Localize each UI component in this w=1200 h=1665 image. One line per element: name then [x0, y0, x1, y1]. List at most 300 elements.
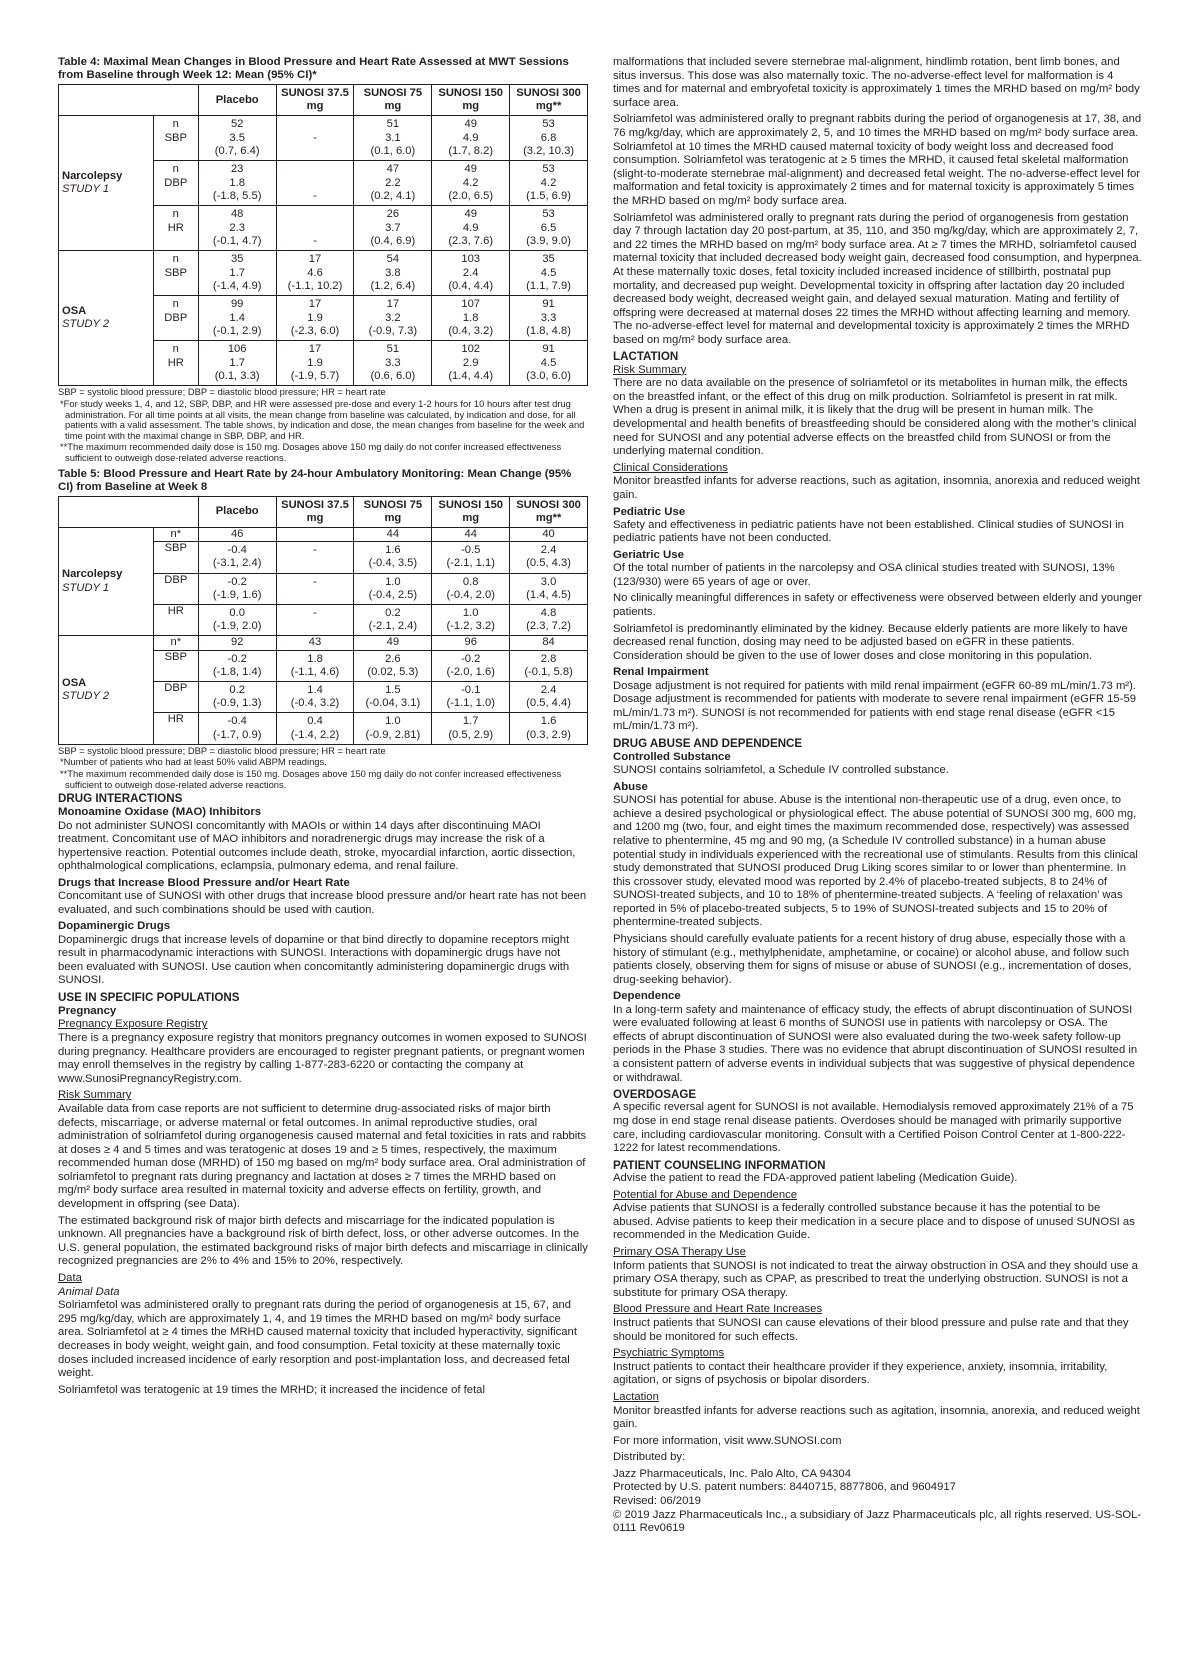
t4-cell-line: 3.2	[385, 311, 401, 324]
body-paragraph: A specific reversal agent for SUNOSI is not available. Hemodialysis removed approximately 21% of a 75 mg dose in end stage renal disease patients. Overdoses should be managed with primarily supportive care, including cardiovascular monitoring. Consult with a Certified Poison Control Center at 1-800-222-1222 for latest recommendations.	[613, 1101, 1134, 1155]
underlined-heading: Psychiatric Symptoms	[613, 1347, 725, 1360]
body-paragraph: Solriamfetol is predominantly eliminated by the kidney. Because elderly patients are more likely to have decreased renal function, dosing may need to be adjusted based on eGFR in these patients. Consideration should be given to the use of lower doses and close monitoring in this population.	[613, 622, 1128, 662]
t5-cell-line: -	[313, 544, 317, 557]
t5-cell-line: (0.02, 5.3)	[367, 665, 419, 678]
t5-cell-line: 1.8	[307, 652, 323, 665]
t4-cell-line: -	[313, 189, 317, 202]
t5-column-header: SUNOSI 75 mg	[354, 496, 432, 527]
t4-column-header: SUNOSI 150 mg	[432, 85, 510, 116]
t5-cell-values	[433, 713, 508, 743]
t5-cell-line	[278, 589, 353, 602]
t4-cell-line: (0.1, 6.0)	[370, 144, 416, 157]
t5-footnote: **The maximum recommended daily dose is 150 mg. Dosages above 150 mg daily do not confer increased effectiveness sufficient to outweigh dose-related adverse reactions.	[60, 768, 562, 790]
t4-cell-line: (1.4, 4.4)	[448, 369, 494, 382]
t5-cell-line: (-0.1, 5.8)	[524, 665, 573, 678]
left-text	[58, 792, 588, 1397]
t4-cell-line: 2.2	[385, 176, 401, 189]
t4-cell-values	[433, 251, 508, 295]
t4-cell-line: 49	[464, 163, 477, 176]
t4-cell-line: 51	[386, 118, 400, 131]
t4-group-study: STUDY 2	[62, 318, 110, 331]
t4-cell	[276, 116, 354, 161]
body-paragraph: Do not administer SUNOSI concomitantly with MAOIs or within 14 days after discontinuing MAOI treatment. Concomitant use of MAO inhibitors and noradrenergic drugs may increase the risk of a hypertensive reaction. Potential outcomes include death, stroke, myocardial infarction, aortic dissection, ophthalmological complications, eclampsia, pulmonary edema, and renal failure.	[58, 819, 576, 873]
t5-n-value: 84	[510, 636, 588, 650]
t4-cell-line: 1.9	[307, 356, 323, 369]
t5-n-value: 44	[354, 527, 432, 541]
t4-cell-line: 107	[461, 298, 481, 311]
t5-cell-line: (-1.1, 1.0)	[446, 697, 495, 710]
t4-cell-line: 17	[308, 343, 322, 356]
subsection-heading: Pregnancy	[58, 1005, 117, 1018]
t5-cell-line: (-1.4, 2.2)	[290, 728, 340, 741]
body-paragraph: Revised: 06/2019	[613, 1495, 701, 1508]
t4-cell-line: 17	[308, 298, 322, 311]
t4-cell-line: 1.9	[307, 311, 323, 324]
t5-column-header: SUNOSI 300 mg**	[510, 496, 588, 527]
t4-cell-line: 2.9	[462, 356, 479, 369]
t4-cell-line: 53	[542, 118, 555, 131]
t4-cell-line: (3.9, 9.0)	[526, 234, 571, 247]
t5-cell-values	[278, 542, 353, 572]
t4-cell-line	[278, 163, 353, 176]
t5-cell	[198, 682, 276, 713]
t4-row-label-line: HR	[167, 221, 184, 234]
t4-cell-values	[355, 251, 430, 295]
t4-cell-values	[511, 296, 586, 340]
body-paragraph: Solriamfetol was administered orally to pregnant rats during the period of organogenesis at 15, 67, and 295 mg/kg/day, which are approximately 1, 4, and 19 times the MRHD based on mg/m² body surface area. Solriamfetol at ≥ 4 times the MRHD caused maternal toxicity that included hyperactivity, significant decreases in body weight, weight gain, and food consumption. Fetal toxicity at these maternally toxic doses included increased incidence of early resorption and post-implantation loss, and decreased fetal weight.	[58, 1299, 577, 1380]
body-paragraph: The estimated background risk of major birth defects and miscarriage for the indicated population is unknown. All pregnancies have a background risk of birth defect, loss, or other adverse outcomes. In the U.S. general population, the estimated background risks of major birth defects and miscarriage in clinically recognized pregnancies are 2% to 4% and 15% to 20%, respectively.	[58, 1214, 588, 1268]
t4-cell	[432, 341, 510, 386]
t4-cell-line: 1.8	[229, 176, 245, 189]
t4-cell-line: (0.4, 3.2)	[448, 324, 494, 337]
t5-cell-line: 2.8	[540, 652, 557, 665]
t5-cell-values	[355, 605, 430, 635]
t4-cell-values	[200, 161, 275, 205]
t5-cell-line: (-1.7, 0.9)	[212, 728, 262, 741]
t4-cell-values	[278, 116, 353, 160]
table5-caption: Table 5: Blood Pressure and Heart Rate by 24-hour Ambulatory Monitoring: Mean Change (95% CI) from Baseline at Week 8	[58, 467, 572, 493]
underlined-heading: Clinical Considerations	[613, 461, 728, 474]
body-paragraph: Concomitant use of SUNOSI with other drugs that increase blood pressure and/or heart rate has not been evaluated, and such combinations should be used with caution.	[58, 890, 587, 916]
t4-cell-line: 47	[386, 163, 400, 176]
t5-cell-line: (-1.9, 1.6)	[212, 588, 262, 601]
subsection-heading: Dopaminergic Drugs	[58, 920, 171, 933]
t4-cell-line: (3.2, 10.3)	[523, 144, 575, 157]
t5-n-value: 92	[198, 636, 276, 650]
t4-cell-values	[355, 161, 430, 205]
body-paragraph: No clinically meaningful differences in safety or effectiveness were observed between elderly and younger patients.	[613, 592, 1142, 618]
t5-n-label: n*	[153, 636, 198, 650]
t5-cell-line: 0.4	[307, 715, 323, 728]
t4-row-label-values	[155, 341, 197, 385]
t5-cell-line: 1.5	[385, 684, 401, 696]
t4-cell	[354, 206, 432, 251]
t5-cell	[354, 542, 432, 573]
t5-cell-line: -	[313, 575, 317, 588]
t5-cell	[276, 713, 354, 744]
t4-column-header: SUNOSI 300 mg**	[510, 85, 588, 116]
t5-group-study: STUDY 2	[62, 690, 110, 703]
t4-cell-line: 35	[542, 253, 555, 266]
t4-cell-line: -	[313, 234, 317, 247]
t5-cell-values	[511, 651, 586, 681]
t4-cell-line: (-1.9, 5.7)	[290, 369, 340, 382]
t4-cell-values	[278, 251, 353, 295]
t4-cell	[198, 206, 276, 251]
t4-cell	[510, 341, 588, 386]
t4-row-label	[153, 161, 198, 206]
t5-cell-line: 1.0	[385, 715, 401, 728]
t4-cell-line: 3.7	[385, 221, 401, 234]
t4-cell	[276, 161, 354, 206]
t5-group-label	[59, 636, 154, 744]
t4-cell-line: 91	[542, 298, 555, 311]
t4-cell	[354, 161, 432, 206]
subsection-heading: Monoamine Oxidase (MAO) Inhibitors	[58, 806, 262, 819]
t5-cell	[432, 713, 510, 744]
t5-cell-line: (0.3, 2.9)	[526, 728, 571, 741]
right-column	[613, 56, 1143, 1539]
t4-cell	[432, 161, 510, 206]
t5-cell-values	[355, 713, 430, 743]
t5-cell-line: 4.8	[540, 606, 557, 619]
t4-cell-line: 4.6	[307, 266, 323, 279]
t4-cell	[510, 116, 588, 161]
t4-cell-line: (-1.4, 4.9)	[212, 279, 262, 292]
t4-group-name: Narcolepsy	[62, 170, 123, 183]
subsection-heading: Controlled Substance	[613, 751, 731, 764]
body-paragraph: Solriamfetol was administered orally to pregnant rats during the period of organogenesis from gestation day 7 through lactation day 20 post-partum, at 35, 110, and 350 mg/kg/day, which are approximately 2, 7, and 22 times the MRHD based on mg/m² body surface area. At ≥ 7 times the MRHD, solriamfetol caused maternal toxicity that included decreased body weight gain, decreased food consumption, and hyperpnea. At these maternally toxic doses, fetal toxicity included increased incidence of stillbirth, postnatal pup mortality, and decreased pup weight. Developmental toxicity in offspring after lactation day 20 included decreased body weight, decreased weight gain, and delayed sexual maturation. Mating and fertility of offspring were decreased at maternal doses 22 times the MRHD without affecting learning and memory. The no-adverse-effect level for maternal and developmental toxicity is approximately 2 times the MRHD based on mg/m² body surface area.	[613, 211, 1142, 346]
t5-cell-line: 0.0	[229, 606, 245, 619]
t5-cell-values	[200, 542, 275, 572]
italic-heading: Animal Data	[58, 1285, 120, 1298]
t5-cell	[510, 542, 588, 573]
body-paragraph: Available data from case reports are not sufficient to determine drug-associated risks of major birth defects, miscarriage, or adverse maternal or fetal outcomes. In animal reproductive studies, oral administration of solriamfetol during organogenesis caused maternal and fetal toxicities in rats and rabbits at doses ≥ 4 and 5 times and was teratogenic at doses 19 and ≥ 5 times, respectively, the maximum recommended human dose (MRHD) of 150 mg based on mg/m² body surface area. Oral administration of solriamfetol to pregnant rats during pregnancy and lactation at doses ≥ 7 times the MRHD based on mg/m² body surface area resulted in maternal toxicity and adverse effects on fertility, growth, and development in offspring (see Data).	[58, 1102, 587, 1211]
t4-cell-line: 53	[542, 208, 555, 221]
t5-cell	[354, 682, 432, 713]
t4-cell-line: -	[313, 131, 317, 144]
body-paragraph: Dosage adjustment is not required for patients with mild renal impairment (eGFR 60-89 mL/min/1.73 m²). Dosage adjustment is recommended for patients with moderate to severe renal impairment (eGFR 15-59 mL/min/1.73 m²). SUNOSI is not recommended for patients with end stage renal disease (eGFR <15 mL/min/1.73 m²).	[613, 679, 1137, 733]
subsection-heading: Drugs that Increase Blood Pressure and/or Heart Rate	[58, 876, 350, 889]
t5-cell-line: (-2.0, 1.6)	[446, 665, 495, 678]
t5-cell-line: (1.4, 4.5)	[526, 588, 571, 601]
body-paragraph: Distributed by:	[613, 1451, 686, 1464]
t4-cell-line: 3.3	[540, 311, 557, 324]
t5-cell	[432, 573, 510, 604]
t4-cell-line: 3.3	[385, 356, 401, 369]
t5-cell	[510, 713, 588, 744]
t4-row-label-line: n	[172, 253, 179, 266]
t4-cell-line: 4.2	[462, 176, 479, 189]
body-paragraph: Protected by U.S. patent numbers: 8440715, 8877806, and 9604917	[613, 1481, 956, 1494]
t5-cell-values	[433, 574, 508, 604]
t4-cell-line: (1.1, 7.9)	[526, 279, 571, 292]
t5-cell-values	[355, 542, 430, 572]
body-paragraph: © 2019 Jazz Pharmaceuticals Inc., a subsidiary of Jazz Pharmaceuticals plc, all rights reserved. US-SOL-0111 Rev0619	[613, 1508, 1142, 1535]
t4-cell	[276, 341, 354, 386]
t5-cell	[354, 650, 432, 681]
t5-cell-values	[433, 542, 508, 572]
t5-cell-line: (-1.8, 1.4)	[212, 665, 262, 678]
t4-row-label-line: DBP	[164, 311, 188, 324]
t5-cell-line	[278, 620, 353, 633]
t4-cell-line: (1.7, 8.2)	[448, 144, 494, 157]
t4-cell-line: (1.2, 6.4)	[370, 279, 416, 292]
body-paragraph: For more information, visit www.SUNOSI.com	[613, 1434, 842, 1447]
t5-cell	[510, 604, 588, 635]
t4-cell-line: 99	[230, 298, 244, 311]
t4-cell-line: (-0.1, 4.7)	[212, 234, 262, 247]
t5-cell-line: (-0.9, 2.81)	[365, 728, 421, 741]
t4-cell	[510, 251, 588, 296]
t5-cell-line: (-0.4, 2.5)	[368, 588, 418, 601]
t5-cell-line: (-0.4, 2.0)	[446, 588, 495, 601]
t4-cell-line: 26	[386, 208, 400, 221]
t5-cell-line: 1.4	[307, 684, 323, 696]
t5-cell-values	[200, 605, 275, 635]
body-paragraph: Safety and effectiveness in pediatric patients have not been established. Clinical studies of SUNOSI in pediatric patients have not been conducted.	[613, 518, 1124, 545]
body-paragraph: Solriamfetol was teratogenic at 19 times the MRHD; it increased the incidence of fetal	[58, 1383, 485, 1396]
t5-cell	[276, 650, 354, 681]
t4-cell-line: (2.0, 6.5)	[448, 189, 494, 202]
t5-cell-values	[200, 713, 275, 743]
t5-cell-values	[433, 682, 508, 712]
t4-column-header: SUNOSI 75 mg	[354, 85, 432, 116]
body-paragraph: Jazz Pharmaceuticals, Inc. Palo Alto, CA 94304	[613, 1467, 851, 1480]
t5-cell	[198, 573, 276, 604]
body-paragraph: Inform patients that SUNOSI is not indicated to treat the airway obstruction in OSA and they should use a primary OSA therapy, such as CPAP, as prescribed to treat the underlying obstruction. SUNOSI is not a substitute for primary OSA therapy.	[613, 1259, 1138, 1299]
t4-group-study: STUDY 1	[62, 183, 110, 196]
t4-cell	[276, 296, 354, 341]
t5-cell-line: (-0.9, 1.3)	[212, 697, 262, 710]
t5-row-label: DBP	[153, 682, 198, 713]
t5-cell	[510, 573, 588, 604]
t5-cell-values	[278, 651, 353, 681]
body-paragraph: Instruct patients to contact their healthcare provider if they experience, anxiety, insomnia, irritability, agitation, or signs of psychosis or bipolar disorders.	[613, 1360, 1108, 1387]
t4-cell-line: 4.5	[540, 266, 557, 279]
t4-cell-values	[200, 206, 275, 250]
t5-cell-values	[200, 651, 275, 681]
t5-cell-line: (0.5, 4.3)	[526, 557, 571, 570]
t4-cell-line: 53	[542, 163, 555, 176]
t5-cell-line: 0.8	[462, 575, 479, 588]
t4-row-label-values	[155, 251, 197, 295]
t4-cell	[198, 341, 276, 386]
body-paragraph: There is a pregnancy exposure registry that monitors pregnancy outcomes in women exposed to SUNOSI during pregnancy. Healthcare providers are encouraged to register pregnant patients, or pregnant women may enroll themselves in the registry by calling 1-877-283-6220 or contacting the company at www.SunosiPregnancyRegistry.com.	[58, 1031, 587, 1085]
t5-cell-values	[433, 605, 508, 635]
t5-cell	[432, 542, 510, 573]
t5-cell-values	[511, 574, 586, 604]
t4-cell-line: 52	[230, 118, 244, 131]
section-heading: PATIENT COUNSELING INFORMATION	[613, 1158, 826, 1172]
t4-cell-values	[355, 206, 430, 250]
t5-cell	[354, 713, 432, 744]
t5-cell	[198, 713, 276, 744]
t5-cell	[276, 604, 354, 635]
left-column	[58, 56, 588, 1400]
t5-cell	[510, 650, 588, 681]
t5-cell-line: 1.7	[462, 715, 479, 728]
t5-cell-line: -0.4	[227, 544, 247, 557]
subsection-heading: Abuse	[613, 780, 648, 793]
subsection-heading: Renal Impairment	[613, 666, 709, 679]
t5-cell	[354, 604, 432, 635]
t4-cell	[276, 251, 354, 296]
t5-cell-line: 1.6	[385, 544, 401, 557]
t4-row-label-values	[155, 296, 197, 340]
t4-row-label	[153, 296, 198, 341]
t4-column-header: Placebo	[198, 85, 276, 116]
t4-cell-line: 106	[227, 343, 247, 356]
t4-cell-line: (1.5, 6.9)	[526, 189, 571, 202]
t5-cell	[198, 542, 276, 573]
t4-cell-line: 49	[464, 208, 477, 221]
t5-cell-line: 1.0	[385, 575, 401, 588]
section-heading: DRUG INTERACTIONS	[58, 792, 183, 806]
t4-cell	[354, 296, 432, 341]
t4-column-header: SUNOSI 37.5 mg	[276, 85, 354, 116]
t5-cell	[432, 650, 510, 681]
t4-cell-values	[200, 296, 275, 340]
t5-cell-line: (-1.1, 4.6)	[290, 665, 340, 678]
t5-n-value: 46	[198, 527, 276, 541]
t4-cell-values	[278, 206, 353, 250]
t4-cell-values	[200, 251, 275, 295]
t4-cell-line	[278, 118, 353, 131]
t4-cell-line: 4.9	[462, 131, 479, 144]
t4-cell-line: (3.0, 6.0)	[526, 369, 571, 382]
body-paragraph: Physicians should carefully evaluate patients for a recent history of drug abuse, especially those with a history of stimulant (e.g., methylphenidate, amphetamine, or cocaine) or alcohol abuse, and follow such patients closely, observing them for signs of misuse or abuse of SUNOSI (e.g., incrementation of doses, drug-seeking behavior).	[613, 933, 1132, 986]
t4-cell-line: 4.2	[540, 176, 557, 189]
t5-cell	[276, 542, 354, 573]
t5-row-label: SBP	[153, 650, 198, 681]
t4-cell-line: 3.5	[229, 131, 245, 144]
t4-cell-line: 1.7	[229, 266, 245, 279]
t4-cell-line: (-1.1, 10.2)	[287, 279, 343, 292]
t4-cell-line: 2.4	[462, 266, 479, 279]
t5-cell	[198, 650, 276, 681]
t5-cell	[432, 682, 510, 713]
t5-cell-line: 0.2	[229, 684, 245, 696]
t4-row-label	[153, 116, 198, 161]
t4-row-label-line: n	[172, 208, 179, 221]
t5-row-label: HR	[153, 713, 198, 744]
t4-cell-line: (0.6, 6.0)	[370, 369, 416, 382]
t4-cell-line: 4.9	[462, 221, 479, 234]
section-heading: USE IN SPECIFIC POPULATIONS	[58, 990, 240, 1004]
t5-cell-line	[278, 557, 353, 570]
t5-n-value	[276, 527, 354, 541]
t5-cell-values	[355, 651, 430, 681]
body-paragraph: Advise the patient to read the FDA-approved patient labeling (Medication Guide).	[613, 1172, 1018, 1184]
t5-cell	[510, 682, 588, 713]
t4-cell-line: 17	[308, 253, 322, 266]
t4-cell-line: 23	[230, 163, 244, 176]
t4-cell-line: (0.4, 4.4)	[448, 279, 494, 292]
t4-cell-line: (0.1, 3.3)	[214, 369, 260, 382]
table5-footnotes	[58, 746, 588, 790]
body-paragraph: malformations that included severe sternebrae mal-alignment, hindlimb rotation, bent limb bones, and situs inversus. This dose was also maternally toxic. The no-adverse-effect level for malformation is 4 times and for maternal and embryofetal toxicity is approximately 1 times the MRHD based on mg/m² body surface area.	[613, 56, 1140, 109]
t5-n-value: 43	[276, 636, 354, 650]
underlined-heading: Risk Summary	[613, 363, 687, 376]
section-heading: DRUG ABUSE AND DEPENDENCE	[613, 736, 803, 750]
t5-cell-values	[355, 574, 430, 604]
t4-row	[59, 116, 588, 161]
table4	[58, 84, 588, 386]
table5-corner	[59, 496, 199, 527]
t4-cell-values	[200, 116, 275, 160]
t5-column-header: SUNOSI 150 mg	[432, 496, 510, 527]
t4-group-label	[59, 116, 154, 251]
t4-cell-values	[278, 341, 353, 385]
t4-cell-line: (1.8, 4.8)	[526, 324, 571, 337]
t4-cell-line	[278, 177, 353, 190]
t5-cell-line: -0.5	[461, 544, 481, 557]
t4-footnote: *For study weeks 1, 4, and 12, SBP, DBP, and HR were assessed pre-dose and every 1-2 hours for 10 hours after test drug administration. For all time points at all visits, the mean change from baseline was calculated, by indication and dose, for all patients with a valid assessment. The table shows, by indication and dose, the mean changes from baseline for the week and time point with the maximal change in SBP, DBP, and HR.	[60, 398, 585, 441]
right-text	[613, 56, 1143, 1536]
t5-cell-values	[278, 682, 353, 712]
t5-cell-line: 1.0	[462, 606, 479, 619]
t5-cell-line: 2.6	[385, 652, 401, 665]
t5-column-header: SUNOSI 37.5 mg	[276, 496, 354, 527]
t4-cell-line: 35	[230, 253, 244, 266]
t4-cell-line: 3.1	[385, 131, 401, 144]
body-paragraph: Of the total number of patients in the narcolepsy and OSA clinical studies treated with SUNOSI, 13% (123/930) were 65 years of age or over.	[613, 562, 1115, 588]
t5-cell-line: (-0.4, 3.2)	[290, 697, 340, 710]
t4-cell-values	[433, 341, 508, 385]
t5-cell	[276, 573, 354, 604]
t4-footnote: SBP = systolic blood pressure; DBP = diastolic blood pressure; HR = heart rate	[58, 386, 386, 398]
t4-cell-values	[355, 296, 430, 340]
t5-cell-line: (-2.1, 2.4)	[368, 620, 418, 633]
table4-caption: Table 4: Maximal Mean Changes in Blood Pressure and Heart Rate Assessed at MWT Sessions from Baseline through Week 12: Mean (95% CI)*	[58, 56, 569, 81]
t4-row-label-line: HR	[167, 356, 184, 369]
t5-row-label: SBP	[153, 542, 198, 573]
t4-cell-values	[511, 116, 586, 160]
underlined-heading: Pregnancy Exposure Registry	[58, 1018, 208, 1031]
t4-row-label-line: n	[172, 343, 179, 356]
t4-cell-line: 51	[386, 343, 400, 356]
t5-cell	[198, 604, 276, 635]
t4-cell-line: 102	[461, 343, 481, 356]
t4-cell-line: (0.2, 4.1)	[370, 189, 416, 202]
t5-n-value: 96	[432, 636, 510, 650]
body-paragraph: Solriamfetol was administered orally to pregnant rabbits during the period of organogenesis at 17, 38, and 76 mg/kg/day, which are approximately 2, 5, and 10 times the MRHD based on mg/m² body surface area. Solriamfetol at 10 times the MRHD caused maternal toxicity of body weight loss and decreased food consumption. Solriamfetol was teratogenic at ≥ 5 times the MRHD, it caused fetal skeletal malformation (slight-to-moderate sternebrae mal-alignment) and decreased fetal weight. The no-adverse-effect level for malformation and fetal toxicity is approximately 2 times and for maternal toxicity is approximately 5 times the MRHD based on mg/m² body surface area.	[613, 113, 1142, 207]
t4-row-label	[153, 206, 198, 251]
body-paragraph: SUNOSI contains solriamfetol, a Schedule IV controlled substance.	[613, 764, 949, 777]
t4-row-label-line: SBP	[164, 131, 187, 144]
t4-cell	[198, 161, 276, 206]
t4-row-label-line: n	[172, 118, 179, 131]
body-paragraph: Instruct patients that SUNOSI can cause elevations of their blood pressure and pulse rate and that they should be monitored for such effects.	[613, 1316, 1129, 1343]
t5-cell-line: 2.4	[540, 544, 557, 557]
t5-cell-values	[511, 713, 586, 743]
t5-cell-line: (-0.04, 3.1)	[365, 697, 421, 710]
t5-cell-line: 1.6	[540, 715, 557, 728]
t5-cell-values	[433, 651, 508, 681]
t4-cell	[432, 296, 510, 341]
body-paragraph: In a long-term safety and maintenance of efficacy study, the effects of abrupt discontinuation of SUNOSI were evaluated following at least 6 months of SUNOSI use in patients with narcolepsy or OSA. The effects of abrupt discontinuation of SUNOSI were also evaluated during the two-week safety follow-up periods in the Phase 3 studies. There was no evidence that abrupt discontinuation of SUNOSI resulted in a consistent pattern of adverse events in individual subjects that was suggestive of physical dependence or withdrawal.	[613, 1003, 1138, 1084]
t4-cell-values	[433, 161, 508, 205]
t5-cell-line: -0.2	[461, 652, 481, 665]
underlined-heading: Blood Pressure and Heart Rate Increases	[613, 1303, 823, 1316]
t4-cell	[354, 341, 432, 386]
t4-row-label-values	[155, 206, 197, 250]
subsection-heading: Geriatric Use	[613, 549, 684, 561]
subsection-heading: Dependence	[613, 990, 681, 1003]
t4-cell	[198, 251, 276, 296]
table4-footnotes	[58, 387, 588, 463]
